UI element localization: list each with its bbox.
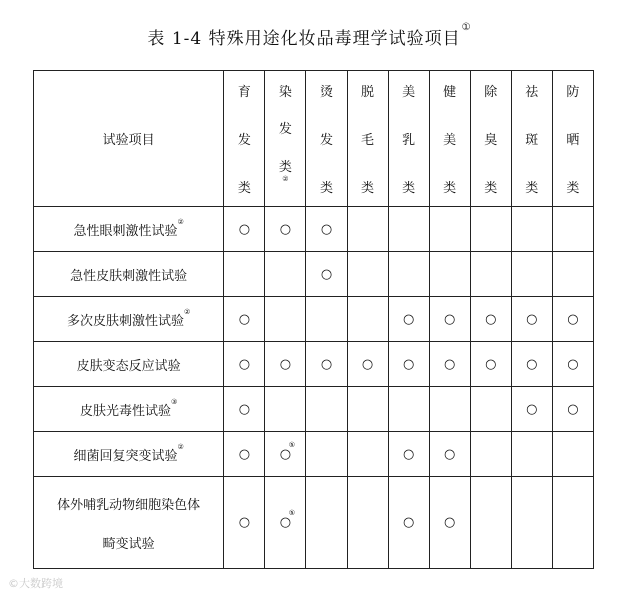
circle-mark: ○ xyxy=(485,356,497,372)
circle-mark: ○ xyxy=(238,515,251,530)
table-cell xyxy=(306,297,347,342)
table-cell xyxy=(429,342,470,387)
row-test-name: 体外哺乳动物细胞染色体 畸变试验 xyxy=(34,477,224,569)
header-category: 健 美 类 xyxy=(429,71,470,207)
circle-mark: ○ xyxy=(279,221,292,237)
table-cell xyxy=(347,342,388,387)
table-cell xyxy=(224,432,265,477)
table-cell xyxy=(511,252,552,297)
header-category: 美 乳 类 xyxy=(388,71,429,207)
table-cell xyxy=(347,207,388,252)
circle-mark: ○ xyxy=(238,356,251,372)
table-cell xyxy=(429,252,470,297)
circle-mark: ○ xyxy=(238,446,251,462)
table-cell xyxy=(511,432,552,477)
row-test-name: 急性皮肤刺激性试验 xyxy=(34,252,224,297)
table-body xyxy=(34,207,594,569)
table-title-text: 表 1-4 特殊用途化妆品毒理学试验项目 xyxy=(147,29,461,49)
circle-mark: ○ xyxy=(526,401,538,417)
table-cell xyxy=(552,477,593,569)
circle-mark: ○ xyxy=(444,446,456,462)
cell-footnote-mark: ⑤ xyxy=(288,440,296,449)
header-category: 烫 发 类 xyxy=(306,71,347,207)
circle-mark: ○ xyxy=(444,515,456,530)
table-cell xyxy=(388,477,429,569)
table-cell xyxy=(470,477,511,569)
table-cell xyxy=(265,252,306,297)
circle-mark: ○ xyxy=(320,266,333,282)
header-category: 脱 毛 类 xyxy=(347,71,388,207)
table-cell xyxy=(388,297,429,342)
table-cell xyxy=(429,387,470,432)
circle-mark: ○ xyxy=(402,311,415,327)
circle-mark: ○ xyxy=(402,356,415,372)
table-cell xyxy=(265,387,306,432)
table-cell xyxy=(306,207,347,252)
table-cell xyxy=(470,297,511,342)
table-cell xyxy=(265,477,306,569)
table-row xyxy=(34,477,594,569)
table-cell xyxy=(511,387,552,432)
table-cell xyxy=(388,432,429,477)
row-footnote-mark: ③ xyxy=(171,398,178,407)
table-cell xyxy=(552,297,593,342)
table-cell xyxy=(224,297,265,342)
table-row xyxy=(34,297,594,342)
circle-mark: ○ xyxy=(567,311,579,327)
table-cell xyxy=(470,342,511,387)
header-category: 除 臭 类 xyxy=(470,71,511,207)
table-cell xyxy=(265,432,306,477)
table-cell xyxy=(224,207,265,252)
circle-mark: ○ xyxy=(485,311,497,327)
table-cell xyxy=(552,342,593,387)
table-cell xyxy=(347,432,388,477)
row-footnote-mark: ② xyxy=(177,443,184,452)
table-cell xyxy=(552,252,593,297)
table-cell xyxy=(429,432,470,477)
table-row xyxy=(34,342,594,387)
header-row xyxy=(34,71,594,207)
circle-mark: ○ xyxy=(567,401,579,417)
circle-mark: ○ xyxy=(402,446,415,462)
header-category: 祛 斑 类 xyxy=(511,71,552,207)
circle-mark: ○ xyxy=(526,356,538,372)
table-cell xyxy=(265,297,306,342)
table-cell xyxy=(511,297,552,342)
row-test-name: 细菌回复突变试验② xyxy=(34,432,224,477)
watermark: ©大数跨境 xyxy=(8,577,63,590)
table-cell xyxy=(429,297,470,342)
header-test-item: 试验项目 xyxy=(34,71,224,207)
table-cell xyxy=(511,342,552,387)
table-cell xyxy=(429,477,470,569)
table-cell xyxy=(306,387,347,432)
circle-mark: ○ xyxy=(238,311,251,327)
table-cell xyxy=(306,477,347,569)
table-cell xyxy=(470,252,511,297)
circle-mark: ○ xyxy=(279,356,292,372)
table-row xyxy=(34,207,594,252)
circle-mark: ○ ⑤ xyxy=(279,509,296,530)
header-category: 育 发 类 xyxy=(224,71,265,207)
table-cell xyxy=(429,207,470,252)
table-cell xyxy=(265,342,306,387)
table-cell xyxy=(347,477,388,569)
table-cell xyxy=(388,342,429,387)
circle-mark: ○ xyxy=(320,221,333,237)
table-cell xyxy=(511,207,552,252)
circle-mark: ○ ⑤ xyxy=(279,440,296,462)
row-test-name: 皮肤变态反应试验 xyxy=(34,342,224,387)
table-title xyxy=(0,24,619,49)
toxicology-test-table xyxy=(33,70,594,569)
table-cell xyxy=(388,252,429,297)
title-footnote-mark: ① xyxy=(461,22,472,34)
table-cell xyxy=(306,342,347,387)
circle-mark: ○ xyxy=(238,401,251,417)
table-cell xyxy=(347,387,388,432)
circle-mark: ○ xyxy=(238,221,251,237)
circle-mark: ○ xyxy=(320,356,333,372)
table-cell xyxy=(224,342,265,387)
table-cell xyxy=(552,432,593,477)
table-cell xyxy=(552,387,593,432)
table-cell xyxy=(224,477,265,569)
table-cell xyxy=(388,207,429,252)
header-category: 染 发 类 ② xyxy=(265,71,306,207)
circle-mark: ○ xyxy=(526,311,538,327)
circle-mark: ○ xyxy=(444,356,456,372)
table-cell xyxy=(470,387,511,432)
row-test-name: 多次皮肤刺激性试验② xyxy=(34,297,224,342)
circle-mark: ○ xyxy=(567,356,579,372)
row-footnote-mark: ② xyxy=(184,308,191,317)
table-row xyxy=(34,252,594,297)
table-cell xyxy=(347,297,388,342)
table-cell xyxy=(224,387,265,432)
table-cell xyxy=(470,207,511,252)
table-cell xyxy=(347,252,388,297)
header-category: 防 晒 类 xyxy=(552,71,593,207)
row-test-name: 皮肤光毒性试验③ xyxy=(34,387,224,432)
circle-mark: ○ xyxy=(444,311,456,327)
row-footnote-mark: ② xyxy=(177,218,184,227)
table-cell xyxy=(388,387,429,432)
table-cell xyxy=(265,207,306,252)
cell-footnote-mark: ⑤ xyxy=(288,509,296,517)
table-cell xyxy=(470,432,511,477)
circle-mark: ○ xyxy=(361,356,374,372)
table-cell xyxy=(306,432,347,477)
table-row xyxy=(34,387,594,432)
table-row xyxy=(34,432,594,477)
circle-mark: ○ xyxy=(402,515,415,530)
table-cell xyxy=(552,207,593,252)
table-cell xyxy=(511,477,552,569)
table-cell xyxy=(224,252,265,297)
table-cell xyxy=(306,252,347,297)
category-footnote-mark: ② xyxy=(282,175,289,184)
row-test-name: 急性眼刺激性试验② xyxy=(34,207,224,252)
